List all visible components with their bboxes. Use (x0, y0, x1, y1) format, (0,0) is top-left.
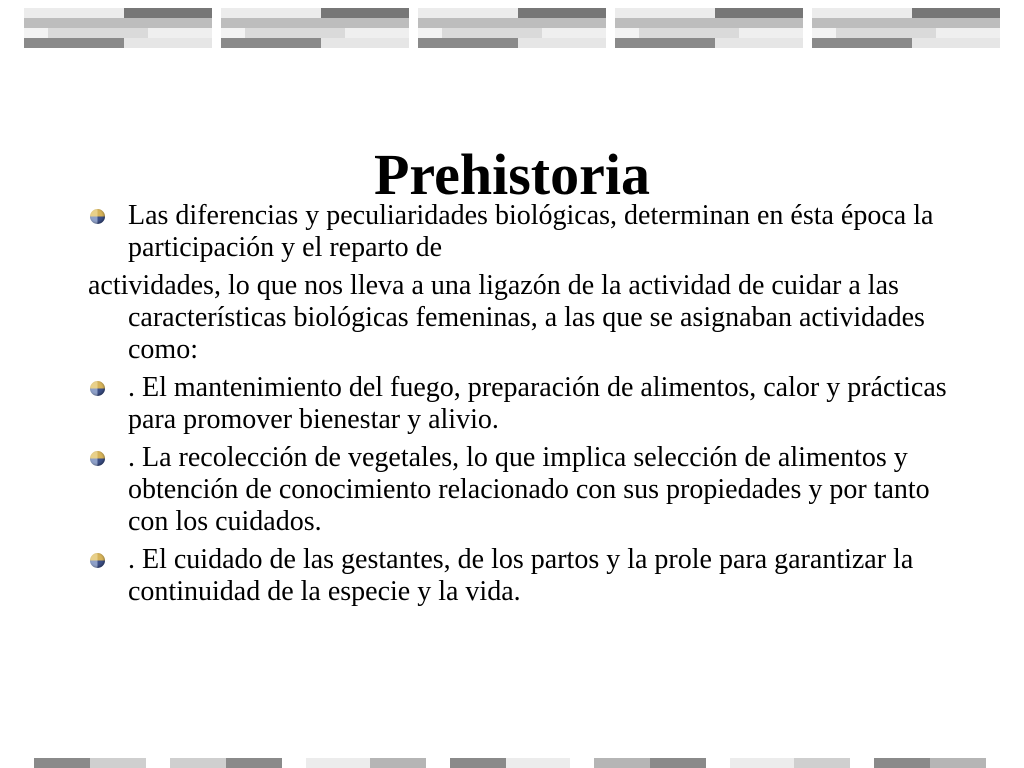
bottom-decorative-band (34, 758, 994, 768)
decorative-block (812, 8, 1000, 48)
paragraph-text: . El cuidado de las gestantes, de los partos y la prole para garantizar la continuidad de la especie y la vida. (128, 544, 914, 607)
bullet-paragraph (88, 442, 948, 538)
continuation-paragraph (88, 270, 948, 366)
bullet-paragraph (88, 372, 948, 436)
decorative-block (615, 8, 803, 48)
decorative-block (24, 8, 212, 48)
sphere-bullet-icon (90, 381, 105, 396)
slide-body (88, 200, 948, 614)
sphere-bullet-icon (90, 451, 105, 466)
paragraph-text: actividades, lo que nos lleva a una ligazón de la actividad de cuidar a las características biológicas femeninas, a las que se asignaban actividades como: (88, 270, 925, 365)
slide-title: Prehistoria (374, 141, 650, 207)
bullet-paragraph (88, 200, 948, 264)
paragraph-text: . El mantenimiento del fuego, preparación de alimentos, calor y prácticas para promover bienestar y alivio. (128, 372, 947, 435)
bullet-paragraph (88, 544, 948, 608)
paragraph-text: . La recolección de vegetales, lo que implica selección de alimentos y obtención de conocimiento relacionado con sus propiedades y por tanto con los cuidados. (128, 442, 930, 537)
sphere-bullet-icon (90, 553, 105, 568)
decorative-block (418, 8, 606, 48)
decorative-block (221, 8, 409, 48)
sphere-bullet-icon (90, 209, 105, 224)
paragraph-text: Las diferencias y peculiaridades biológicas, determinan en ésta época la participación y el reparto de (128, 200, 934, 263)
top-decorative-band (24, 8, 1000, 48)
